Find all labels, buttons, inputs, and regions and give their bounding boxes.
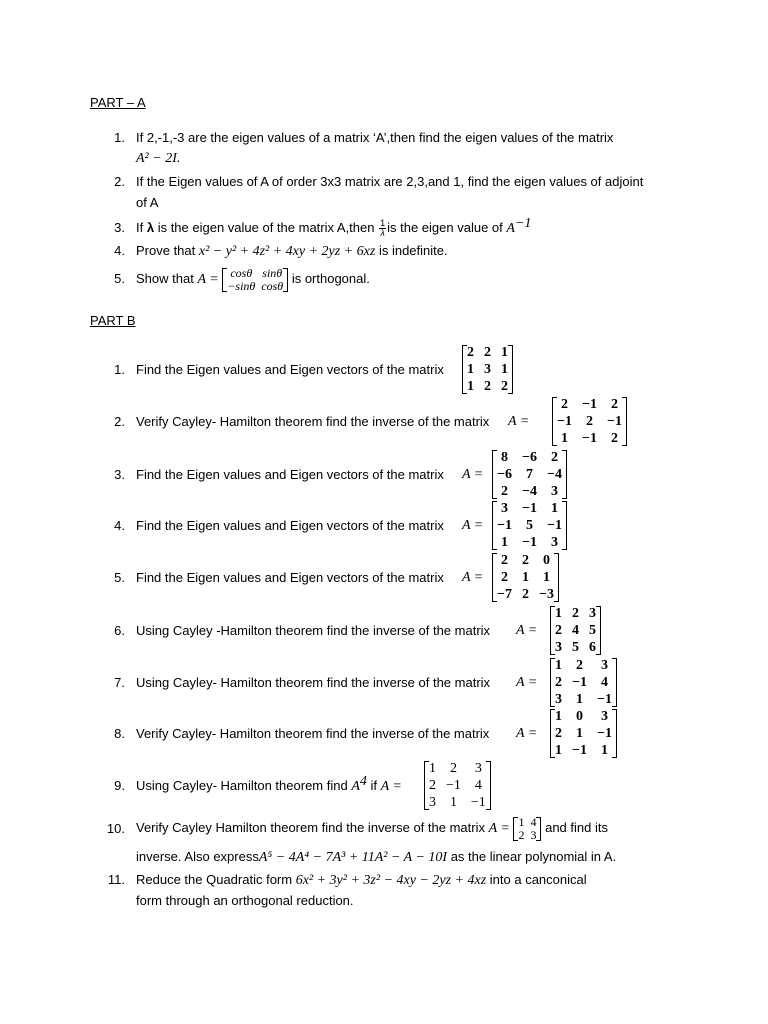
matrix-cell: −1 (497, 518, 512, 533)
part-a-item-5-number: 5. (114, 271, 125, 286)
matrix-cell: 1 (521, 570, 529, 585)
matrix-cell: 7 (525, 467, 533, 482)
part-b-item-9-sup: 4 (359, 774, 367, 789)
part-b-item-6-math: A = (516, 623, 538, 638)
matrix-cell: −1 (572, 675, 587, 690)
part-a-item-3-pre: If (136, 220, 147, 235)
part-b-heading: PART B (90, 313, 136, 328)
matrix-cell: −6 (521, 450, 537, 465)
matrix-cell: 2 (521, 553, 529, 568)
matrix-cell: 1 (467, 379, 474, 394)
part-a-item-4-post: is indefinite. (375, 243, 448, 258)
part-b-item-10-line2-pre: inverse. Also express (136, 849, 259, 864)
matrix-cell: 1 (429, 761, 436, 776)
matrix-cell: −3 (538, 587, 554, 602)
part-b-item-10-line2 (136, 849, 616, 866)
matrix-cell: −1 (470, 795, 486, 810)
part-b-item-11-text: Reduce the Quadratic form (136, 872, 296, 887)
matrix-cell: −7 (497, 587, 512, 602)
fraction-numerator: 1 (380, 218, 386, 229)
part-b-item-7-number: 7. (114, 675, 125, 690)
matrix-cell: 1 (449, 795, 457, 810)
matrix-cell: 1 (555, 606, 562, 621)
matrix-cell: 6 (589, 640, 596, 655)
matrix-cell: cosθ (261, 278, 284, 293)
matrix-cell: 2 (449, 761, 457, 776)
matrix-cell: 1 (501, 345, 508, 360)
part-b-item-11-number: 11. (107, 872, 125, 887)
part-b-item-5-number: 5. (114, 570, 125, 585)
part-b-item-9-math-a: A (351, 779, 360, 794)
matrix-cell: 3 (500, 501, 508, 516)
matrix-cell: 3 (429, 795, 436, 810)
matrix-cell: 2 (610, 397, 618, 412)
part-b-item-11-post: into a canconical (486, 872, 587, 887)
matrix-cell: 3 (474, 761, 482, 776)
part-a-item-3-mid: is the eigen value of the matrix A,then (154, 220, 379, 235)
matrix-cell: 1 (550, 501, 558, 516)
part-a-item-2-text: If the Eigen values of A of order 3x3 matrix are 2,3,and 1, find the eigen values of adjoint (136, 174, 644, 189)
part-b-item-5-matrix (492, 552, 559, 603)
part-b-item-9-matrix-wrap (424, 760, 491, 811)
part-b-item-5-matrix-wrap (492, 552, 559, 603)
matrix-cell: −4 (521, 484, 537, 499)
matrix-cell: −1 (521, 535, 537, 550)
part-a-item-5-pre: Show that (136, 271, 198, 286)
part-b-item-10-line (136, 811, 608, 846)
matrix-cell: −4 (546, 467, 562, 482)
part-a-item-5-line (136, 262, 370, 297)
matrix-cell: 3 (550, 484, 558, 499)
matrix-cell: 1 (555, 658, 562, 673)
part-b-item-5-text: Find the Eigen values and Eigen vectors of the matrix (136, 570, 444, 585)
matrix-cell: 2 (521, 587, 529, 602)
part-b-item-6-matrix-wrap (550, 605, 601, 656)
part-a-item-4-math: x² − y² + 4z² + 4xy + 2yz + 6xz (198, 244, 376, 259)
part-b-item-10-post: and find its (541, 820, 608, 835)
part-b-item-5-math: A = (462, 570, 484, 585)
matrix-cell: 2 (560, 397, 568, 412)
matrix-cell: −1 (606, 414, 622, 429)
part-b-item-8-matrix (550, 708, 617, 759)
part-b-item-9-matrix (424, 760, 491, 811)
matrix-cell: 2 (484, 379, 491, 394)
part-b-item-3-math: A = (462, 467, 484, 482)
matrix-cell: 2 (518, 827, 525, 842)
part-b-item-4-math: A = (462, 518, 484, 533)
matrix-cell: 2 (555, 675, 562, 690)
part-b-item-11-math: 6x² + 3y² + 3z² − 4xy − 2yz + 4xz (295, 873, 487, 888)
lambda-symbol: λ (146, 220, 155, 235)
matrix-cell: 3 (555, 692, 562, 707)
matrix-cell: 4 (572, 623, 579, 638)
matrix-cell: 2 (550, 450, 558, 465)
matrix-cell: 5 (525, 518, 533, 533)
part-a-item-4-number: 4. (114, 243, 125, 258)
matrix-cell: 2 (429, 778, 436, 793)
matrix-cell: 3 (600, 709, 608, 724)
part-b-item-9-line (136, 774, 402, 795)
matrix-cell: 2 (501, 379, 508, 394)
matrix-cell: 1 (575, 726, 583, 741)
matrix-cell: −1 (596, 726, 612, 741)
part-b-item-8-matrix-wrap (550, 708, 617, 759)
part-b-item-9-text: Using Cayley- Hamilton theorem find (136, 778, 348, 793)
matrix-cell: −1 (546, 518, 562, 533)
matrix-cell: 2 (500, 553, 508, 568)
part-b-item-2-text: Verify Cayley- Hamilton theorem find the inverse of the matrix (136, 414, 490, 429)
part-a-item-2-text-line2: of A (136, 195, 159, 210)
matrix-cell: 1 (542, 570, 550, 585)
part-b-item-3-text: Find the Eigen values and Eigen vectors of the matrix (136, 467, 444, 482)
part-b-item-7-text: Using Cayley- Hamilton theorem find the inverse of the matrix (136, 675, 491, 690)
part-a-item-4-line (136, 243, 448, 260)
part-a-item-3-post: is the eigen value of (387, 220, 507, 235)
matrix-cell: 3 (550, 535, 558, 550)
matrix-cell: 8 (500, 450, 508, 465)
matrix-cell: 1 (555, 743, 562, 758)
matrix-cell: 1 (575, 692, 583, 707)
part-b-item-4-matrix-wrap (492, 500, 567, 551)
part-a-item-4-pre: Prove that (136, 243, 199, 258)
matrix-cell: 3 (530, 827, 537, 842)
part-b-item-6-text: Using Cayley -Hamilton theorem find the inverse of the matrix (136, 623, 491, 638)
part-b-item-10-line2-post: as the linear polynomial in A. (447, 849, 617, 864)
part-a-item-1-text: If 2,-1,-3 are the eigen values of a matrix ‘A’,then find the eigen values of the matrix (136, 130, 614, 145)
matrix-cell: 5 (589, 623, 596, 638)
matrix-cell: 3 (484, 362, 491, 377)
matrix-cell: −1 (557, 414, 572, 429)
matrix-cell: 1 (600, 743, 608, 758)
part-b-item-10-math: A = (488, 821, 510, 836)
part-b-item-7-matrix-wrap (550, 657, 617, 708)
part-b-item-3-matrix-wrap (492, 449, 567, 500)
matrix-cell: −1 (572, 743, 587, 758)
part-b-item-9-math: A = (380, 779, 402, 794)
matrix-cell: 1 (555, 709, 562, 724)
part-b-item-8-number: 8. (114, 726, 125, 741)
matrix-cell: 4 (530, 814, 537, 829)
part-b-item-6-matrix (550, 605, 601, 656)
part-b-item-6-number: 6. (114, 623, 125, 638)
part-a-item-3-line (136, 216, 531, 241)
part-b-item-2-math: A = (508, 414, 530, 429)
part-b-item-10-line2-math: A⁵ − 4A⁴ − 7A³ + 11A² − A − 10I (258, 850, 448, 865)
part-b-item-2-number: 2. (114, 414, 125, 429)
part-b-item-2-matrix-wrap (552, 396, 627, 447)
rotation-matrix (222, 267, 288, 293)
part-b-item-8-math: A = (516, 726, 538, 741)
matrix-cell: 2 (500, 484, 508, 499)
part-a-item-1-number: 1. (114, 130, 125, 145)
matrix-cell: 3 (600, 658, 608, 673)
part-b-item-1-matrix (462, 344, 513, 395)
part-b-item-9-mid: if (366, 778, 381, 793)
matrix-cell: −6 (497, 467, 512, 482)
part-b-item-3-matrix (492, 449, 567, 500)
part-b-item-10-matrix (513, 816, 541, 842)
part-b-item-2-matrix (552, 396, 627, 447)
part-a-item-5-math: A = (197, 272, 219, 287)
matrix-cell: −1 (521, 501, 537, 516)
part-b-item-4-matrix (492, 500, 567, 551)
part-a-item-5-post: is orthogonal. (288, 271, 370, 286)
part-b-item-1-number: 1. (114, 362, 125, 377)
matrix-cell: 0 (542, 553, 550, 568)
matrix-cell: sinθ (262, 265, 283, 280)
matrix-cell: 2 (467, 345, 474, 360)
part-a-item-1-math: A² − 2I. (136, 151, 181, 166)
part-b-item-1-matrix-wrap (462, 344, 513, 395)
part-b-item-1-text: Find the Eigen values and Eigen vectors of the matrix (136, 362, 444, 377)
matrix-cell: −sinθ (227, 278, 256, 293)
matrix-cell: 3 (555, 640, 562, 655)
fraction-denominator: λ (380, 228, 385, 239)
matrix-cell: −1 (596, 692, 612, 707)
part-b-item-7-matrix (550, 657, 617, 708)
matrix-cell: cosθ (230, 265, 253, 280)
matrix-cell: 2 (575, 658, 583, 673)
matrix-cell: 0 (575, 709, 583, 724)
matrix-cell: 5 (572, 640, 579, 655)
part-b-item-7-math: A = (516, 675, 538, 690)
matrix-cell: 4 (474, 778, 482, 793)
matrix-cell: 3 (589, 606, 596, 621)
part-b-item-9-number: 9. (114, 778, 125, 793)
part-a-item-3-math: A (506, 221, 515, 236)
part-a-item-3-sup: −1 (514, 216, 532, 231)
matrix-cell: 2 (585, 414, 593, 429)
part-b-item-4-number: 4. (114, 518, 125, 533)
matrix-cell: 2 (555, 623, 562, 638)
part-b-item-11-line (136, 872, 587, 889)
part-b-item-4-text: Find the Eigen values and Eigen vectors of the matrix (136, 518, 444, 533)
part-a-item-3-number: 3. (114, 220, 125, 235)
matrix-cell: −1 (581, 431, 597, 446)
matrix-cell: −1 (581, 397, 597, 412)
part-b-item-8-text: Verify Cayley- Hamilton theorem find the inverse of the matrix (136, 726, 490, 741)
matrix-cell: 1 (467, 362, 474, 377)
matrix-cell: 4 (600, 675, 608, 690)
part-b-item-10-number: 10. (106, 821, 125, 836)
part-b-item-10-text: Verify Cayley Hamilton theorem find the inverse of the matrix (136, 820, 485, 835)
matrix-cell: −1 (446, 778, 461, 793)
matrix-cell: 1 (560, 431, 568, 446)
matrix-cell: 1 (518, 814, 525, 829)
matrix-cell: 2 (500, 570, 508, 585)
part-b-item-11-line2: form through an orthogonal reduction. (136, 893, 354, 908)
matrix-cell: 2 (555, 726, 562, 741)
matrix-cell: 2 (484, 345, 491, 360)
part-a-item-2-number: 2. (114, 174, 125, 189)
part-a-heading: PART – A (90, 95, 146, 110)
part-b-item-3-number: 3. (114, 467, 125, 482)
matrix-cell: 1 (501, 362, 508, 377)
matrix-cell: 2 (572, 606, 579, 621)
matrix-cell: 1 (500, 535, 508, 550)
matrix-cell: 2 (610, 431, 618, 446)
one-over-lambda-fraction (379, 219, 386, 238)
